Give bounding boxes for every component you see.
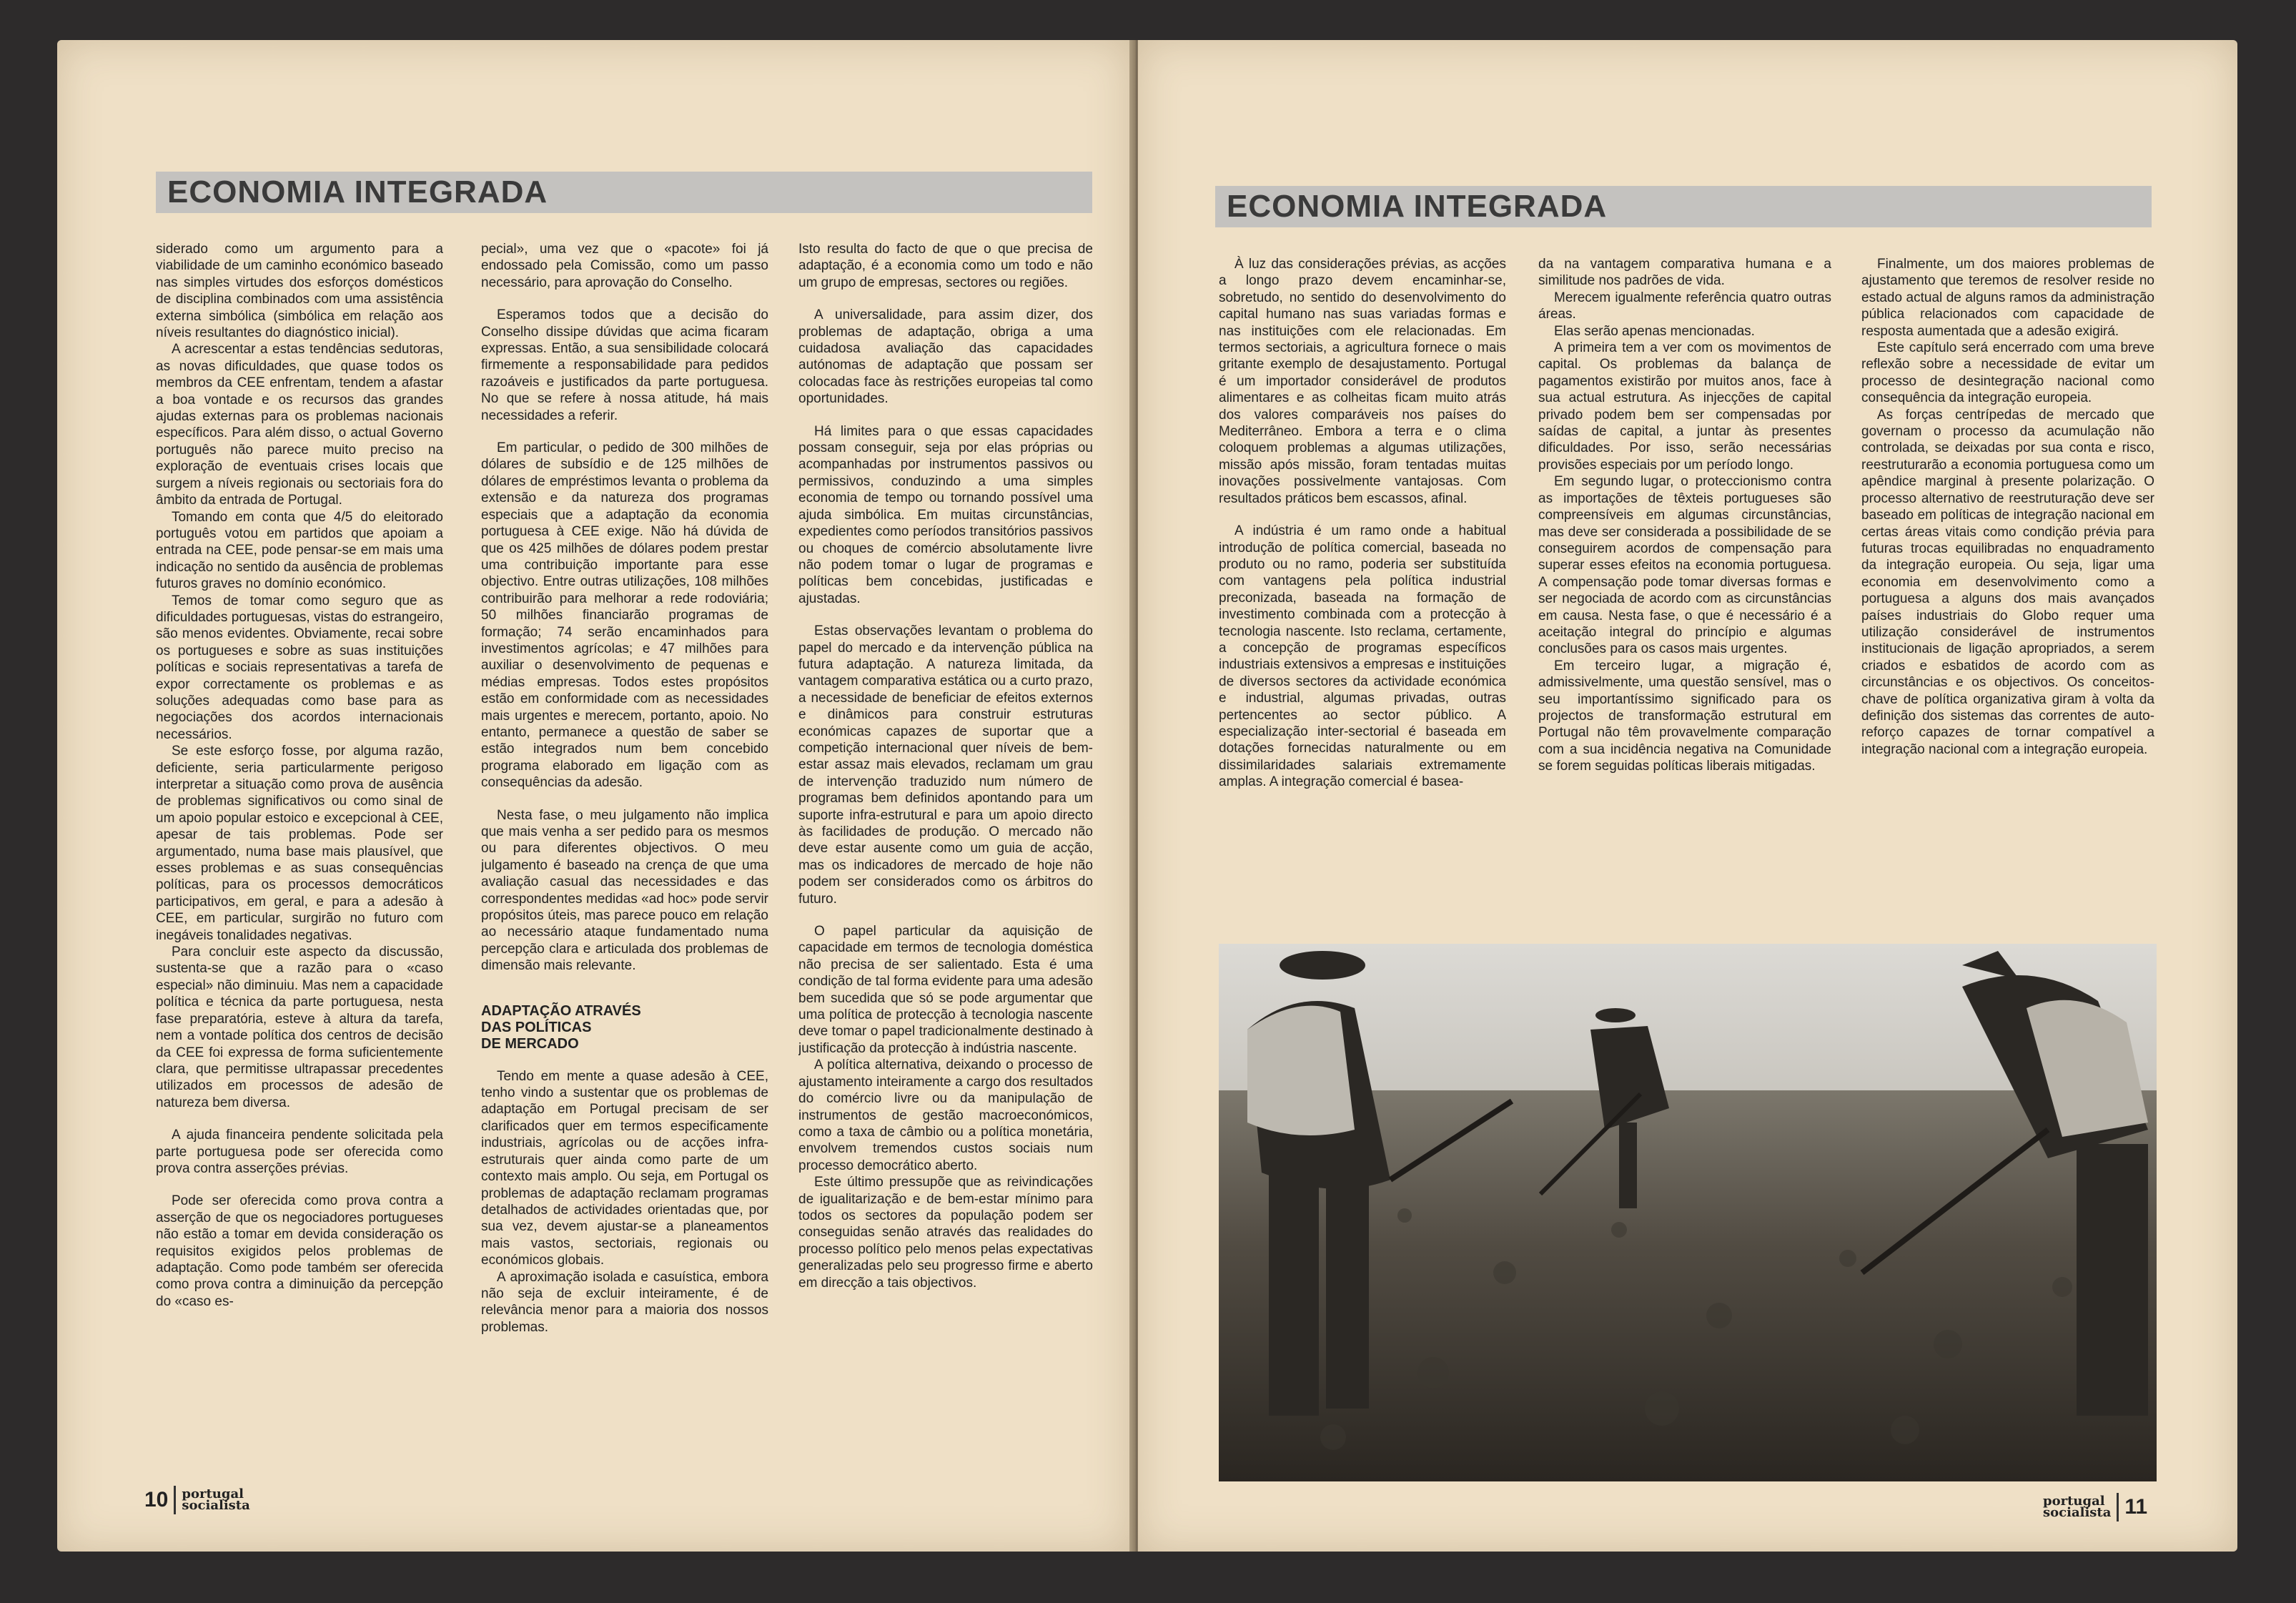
paragraph: Em terceiro lugar, a migração é, admissivelmente, uma questão sensível, mas o seu importantíssimo significado para os projectos de transformação estrutural em Portugal não têm provavelmente comparação com a sua incidência negativa na Comunidade se forem seguidas políticas liberais mitigadas. [1538,658,1831,774]
paragraph: O papel particular da aquisição de capacidade em termos de tecnologia doméstica não precisa de ser salientado. Esta é uma condição de tal forma evidente para uma adesão bem sucedida que só se pode argumentar que uma política de protecção à tecnologia nascente deve tomar o papel tradicionalmente destinado à justificação da protecção à indústria nascente. [798,924,1093,1056]
paragraph: Temos de tomar como seguro que as dificuldades portuguesas, vistas do estrangeiro, são menos evidentes. Obviamente, recai sobre os portugueses e sobre as suas instituições políticas e sociais representativas a tarefa de expor correctamente os problemas e as soluções adequadas como base para as negociações dos acordos internacionais necessários. [156,593,443,742]
paragraph: A universalidade, para assim dizer, dos problemas de adaptação, obriga a uma cuidadosa avaliação das capacidades autónomas de adaptação que possam ser colocadas face às restrições europeias tal como oportunidades. [798,307,1093,407]
folio-divider [2117,1493,2119,1521]
paragraph: A política alternativa, deixando o processo de ajustamento inteiramente a cargo dos resultados do comércio livre ou da manipulação de instrumentos de gestão macroeconómicos, como a taxa de câmbio ou a política monetária, envolvem tremendos custos sociais num processo democrático aberto. [798,1057,1093,1173]
field-workers-photo [1219,944,2157,1481]
left-folio [144,1486,250,1514]
right-folio [2043,1493,2147,1521]
subheading: ADAPTAÇÃO ATRAVÉS DAS POLÍTICAS DE MERCADO [481,1002,641,1052]
right-column-1 [1219,256,1506,942]
paragraph: Tendo em mente a quase adesão à CEE, tenho vindo a sustentar que os problemas de adaptação em Portugal precisam de ser clarificados quer em termos especificamente industriais, agrícolas ou de acções infra-estruturais quer ainda como parte de um contexto mais amplo. Ou seja, em Portugal os problemas de adaptação reclamam programas detalhados de actividades orientadas que, por sua vez, devem ajustar-se a planeamentos mais vastos, sectoriais, regionais ou económicos globais. [481,1068,768,1268]
paragraph: As forças centrípedas de mercado que governam o processo da acumulação não controlada, se deixadas por sua conta e risco, reestruturarão a economia portuguesa como um apêndice marginal à presente polarização. O processo alternativo de reestruturação deve ser baseado em políticas de integração nacional em certas áreas vitais como condição prévia para futuras trocas equilibradas no enquadramento da integração europeia. Ou seja, ligar uma economia em desenvolvimento como a portuguesa a alguns dos mais avançados países industriais do Globo requer uma utilização considerável de instrumentos institucionais de ligação apropriados, a serem criados e esbatidos de acordo com as circunstâncias e os objectivos. Os conceitos-chave de política organizativa giram à volta da definição dos sistemas das correntes de auto-reforço capazes de tornar compatível a integração nacional com a integração europeia. [1861,407,2154,757]
left-section-header [156,172,1092,213]
paragraph: Em segundo lugar, o proteccionismo contra as importações de têxteis portugueses são compreensíveis em algumas circunstâncias, mas deve ser considerada a possibilidade de se conseguirem acordos de compensação para superar esses efeitos na economia portuguesa. A compensação pode tomar diversas formas e ser negociada de acordo com as circunstâncias em causa. Nesta fase, o que é necessário é a aceitação integral do princípio e algumas conclusões para os casos mais urgentes. [1538,474,1831,657]
right-column-3 [1861,256,2154,942]
left-section-title: ECONOMIA INTEGRADA [167,174,548,209]
paragraph: Merecem igualmente referência quatro outras áreas. [1538,290,1831,322]
paragraph: Pode ser oferecida como prova contra a asserção de que os negociadores portugueses não estão a tomar em devida consideração os requisitos exigidos pelos problemas de adaptação. Como pode também ser oferecida como prova contra a diminuição da percepção do «caso es- [156,1193,443,1309]
paragraph: A primeira tem a ver com os movimentos de capital. Os problemas da balança de pagamentos existirão por muitos anos, face à sua actual estrutura. As injecções de capital privado podem bem ser compensadas por saídas de capital, a juntar às presentes dificuldades. Por isso, serão necessárias provisões especiais por um período longo. [1538,340,1831,473]
folio-divider [174,1486,176,1514]
paragraph: Isto resulta do facto de que o que precisa de adaptação, é a economia como um todo e não um grupo de empresas, sectores ou regiões. [798,242,1093,290]
left-column-2 [481,241,768,1471]
paragraph: pecial», uma vez que o «pacote» foi já endossado pela Comissão, como um passo necessário, para aprovação do Conselho. [481,242,768,290]
right-column-2 [1538,256,1831,942]
paragraph: Para concluir este aspecto da discussão, sustenta-se que a razão para o «caso especial» não diminuiu. Mas nem a capacidade política e técnica da parte portuguesa, nesta fase preparatória, esteve à altura da tarefa, nem a vontade política dos centros de decisão da CEE foi expressa de forma suficientemente clara, que permitisse ultrapassar precedentes utilizados em processos de adesão de natureza bem diversa. [156,944,443,1110]
left-column-1 [156,241,443,1471]
paragraph: A aproximação isolada e casuística, embora não seja de excluir inteiramente, é de relevância menor para a maioria dos nossos problemas. [481,1269,768,1335]
paragraph: Estas observações levantam o problema do papel do mercado e da intervenção pública na futura adaptação. A natureza limitada, da vantagem comparativa estática ou a curto prazo, a necessidade de beneficiar de efeitos externos e dinâmicos para construir estruturas económicas capazes de suportar que a competição internacional quer níveis de bem-estar assaz mais elevados, reclamam um grau de intervenção traduzido num número de programas bem definidos apontando para um suporte infra-estrutural e para um apoio directo às facilidades de produção. O mercado não deve estar ausente como um guia de acção, mas os indicadores de mercado de hoje não podem ser considerados como os árbitros do futuro. [798,623,1093,907]
paragraph: A acrescentar a estas tendências sedutoras, as novas dificuldades, que quase todos os membros da CEE enfrentam, tendem a afastar a boa vontade e os recursos das grandes ajudas externas para os problemas nacionais específicos. Para além disso, o actual Governo português não parece muito preciso na exploração de eventuais crises locais que surgem a níveis regionais ou sectoriais fora do âmbito da entrada de Portugal. [156,342,443,508]
paragraph: Tomando em conta que 4/5 do eleitorado português votou em partidos que apoiam a entrada na CEE, pode pensar-se em mais uma indicação no sentido da ausência de problemas futuros graves no domínio económico. [156,509,443,592]
paragraph: A ajuda financeira pendente solicitada pela parte portuguesa pode ser oferecida como prova contra asserções prévias. [156,1128,443,1176]
paragraph: Este capítulo será encerrado com uma breve reflexão sobre a necessidade de evitar um processo de desintegração nacional como consequência da integração europeia. [1861,340,2154,406]
photo-illustration [1219,944,2157,1481]
paragraph: Finalmente, um dos maiores problemas de ajustamento que teremos de resolver reside no estado actual de alguns ramos da administração pública relacionados com capacidade de resposta aumentada que a adesão exigirá. [1861,257,2154,339]
paragraph: À luz das considerações prévias, as acções a longo prazo devem encaminhar-se, sobretudo, no sentido do desenvolvimento do capital humano nas suas variadas formas e nas instituições com ele relacionadas. Em termos sectoriais, a agricultura fornece o mais gritante exemplo de desajustamento. Portugal é um importador considerável de produtos alimentares e as colheitas ficam muito atrás dos valores comparáveis nos países do Mediterrâneo. Embora a terra e o clima coloquem problemas a algumas utilizações, missão após missão, foram tentadas muitas inovações possivelmente vantajosas. Com resultados práticos bem escassos, afinal. [1219,257,1506,506]
publication-logo: portugal socialista [2043,1494,2112,1520]
page-number: 10 [144,1488,169,1511]
left-column-3 [798,241,1093,1471]
right-section-title: ECONOMIA INTEGRADA [1227,189,1608,224]
paragraph: da na vantagem comparativa humana e a similitude nos padrões de vida. [1538,257,1831,289]
paragraph: Nesta fase, o meu julgamento não implica que mais venha a ser pedido para os mesmos ou para diferentes objectivos. O meu julgamento é baseado na crença de que uma avaliação casual das necessidades e das correspondentes medidas «ad hoc» pode servir propósitos úteis, mas parece pouco em relação ao necessário ataque fundamentado numa percepção clara e articulada dos problemas de dimensão mais relevante. [481,807,768,974]
paragraph: Se este esforço fosse, por alguma razão, deficiente, seria particularmente perigoso interpretar a situação como prova de ausência de problemas significativos ou como sinal de um apoio popular estoico e excepcional à CEE, apesar de tais problemas. Pode ser argumentado, numa base mais plausível, que esses problemas e as suas consequências políticas, para os processos democráticos participativos, em geral, e para a adesão à CEE, em particular, surgirão no futuro com inegáveis tonalidades negativas. [156,744,443,943]
paragraph: siderado como um argumento para a viabilidade de um caminho económico baseado nas simples virtudes dos esforços domésticos de disciplina combinados com uma assistência externa simbólica (simbólica em relação aos níveis resultantes do diagnóstico inicial). [156,242,443,341]
page-number: 11 [2124,1495,2148,1519]
paragraph: Esperamos todos que a decisão do Conselho dissipe dúvidas que acima ficaram expressas. Então, a sua sensibilidade colocará firmemente a responsabilidade para pedidos razoáveis e justificados da parte portuguesa. No que se refere à nossa atitude, há mais necessidades a referir. [481,307,768,423]
publication-logo: portugal socialista [182,1486,250,1513]
paragraph: Há limites para o que essas capacidades possam conseguir, seja por elas próprias ou acompanhadas por instrumentos passivos ou permissivos, conduzindo a uma simples economia de tempo ou tornando possível uma ajuda simbólica. Em muitas circunstâncias, expedientes como períodos transitórios passivos ou choques de comércio absolutamente livre não podem tomar o lugar de programas e políticas bem concebidas, justificadas e ajustadas. [798,423,1093,606]
paragraph: Em particular, o pedido de 300 milhões de dólares de subsídio e de 125 milhões de dólares de empréstimos levanta o problema da extensão e da natureza dos programas especiais que a adaptação da economia portuguesa à CEE exige. Não há dúvida de que os 425 milhões de dólares podem prestar uma contribuição importante para esse objectivo. Entre outras utilizações, 108 milhões contribuirão para melhorar a rede rodoviária; 50 milhões financiarão programas de formação; 74 serão encaminhados para investimentos agrícolas; e 47 milhões para auxiliar o desenvolvimento de pequenas e médias empresas. Todos estes propósitos estão em conformidade com as necessidades mais urgentes e merecem, portanto, apoio. No entanto, permanece a questão de saber se estão integrados num bem concebido programa elaborado em ligação com as consequências da adesão. [481,440,768,791]
right-section-header [1215,186,2152,227]
paragraph: Elas serão apenas mencionadas. [1554,323,1755,339]
paragraph: A indústria é um ramo onde a habitual introdução de política comercial, baseada no produto ou no ramo, poderia ser substituída com vantagens pela política industrial preconizada, baseada na formação de investimento combinada com a protecção à tecnologia nascente. Isto reclama, certamente, a concepção de programas específicos industriais extensivos a empresas e instituições de diversos sectores da actividade económica e industrial, algumas privadas, outras pertencentes ao sector público. A especialização inter-sectorial é baseada em dotações fornecidas naturalmente ou em dissimilaridades salariais extremamente amplas. A integração comercial é basea- [1219,523,1506,790]
paragraph: Este último pressupõe que as reivindicações de igualitarização e de bem-estar mínimo para todos os sectores da população podem ser conseguidas senão através das realidades do processo político pelo menos pelas expectativas generalizadas pelo seu progresso firme e aberto em direcção a tais objectivos. [798,1175,1093,1291]
